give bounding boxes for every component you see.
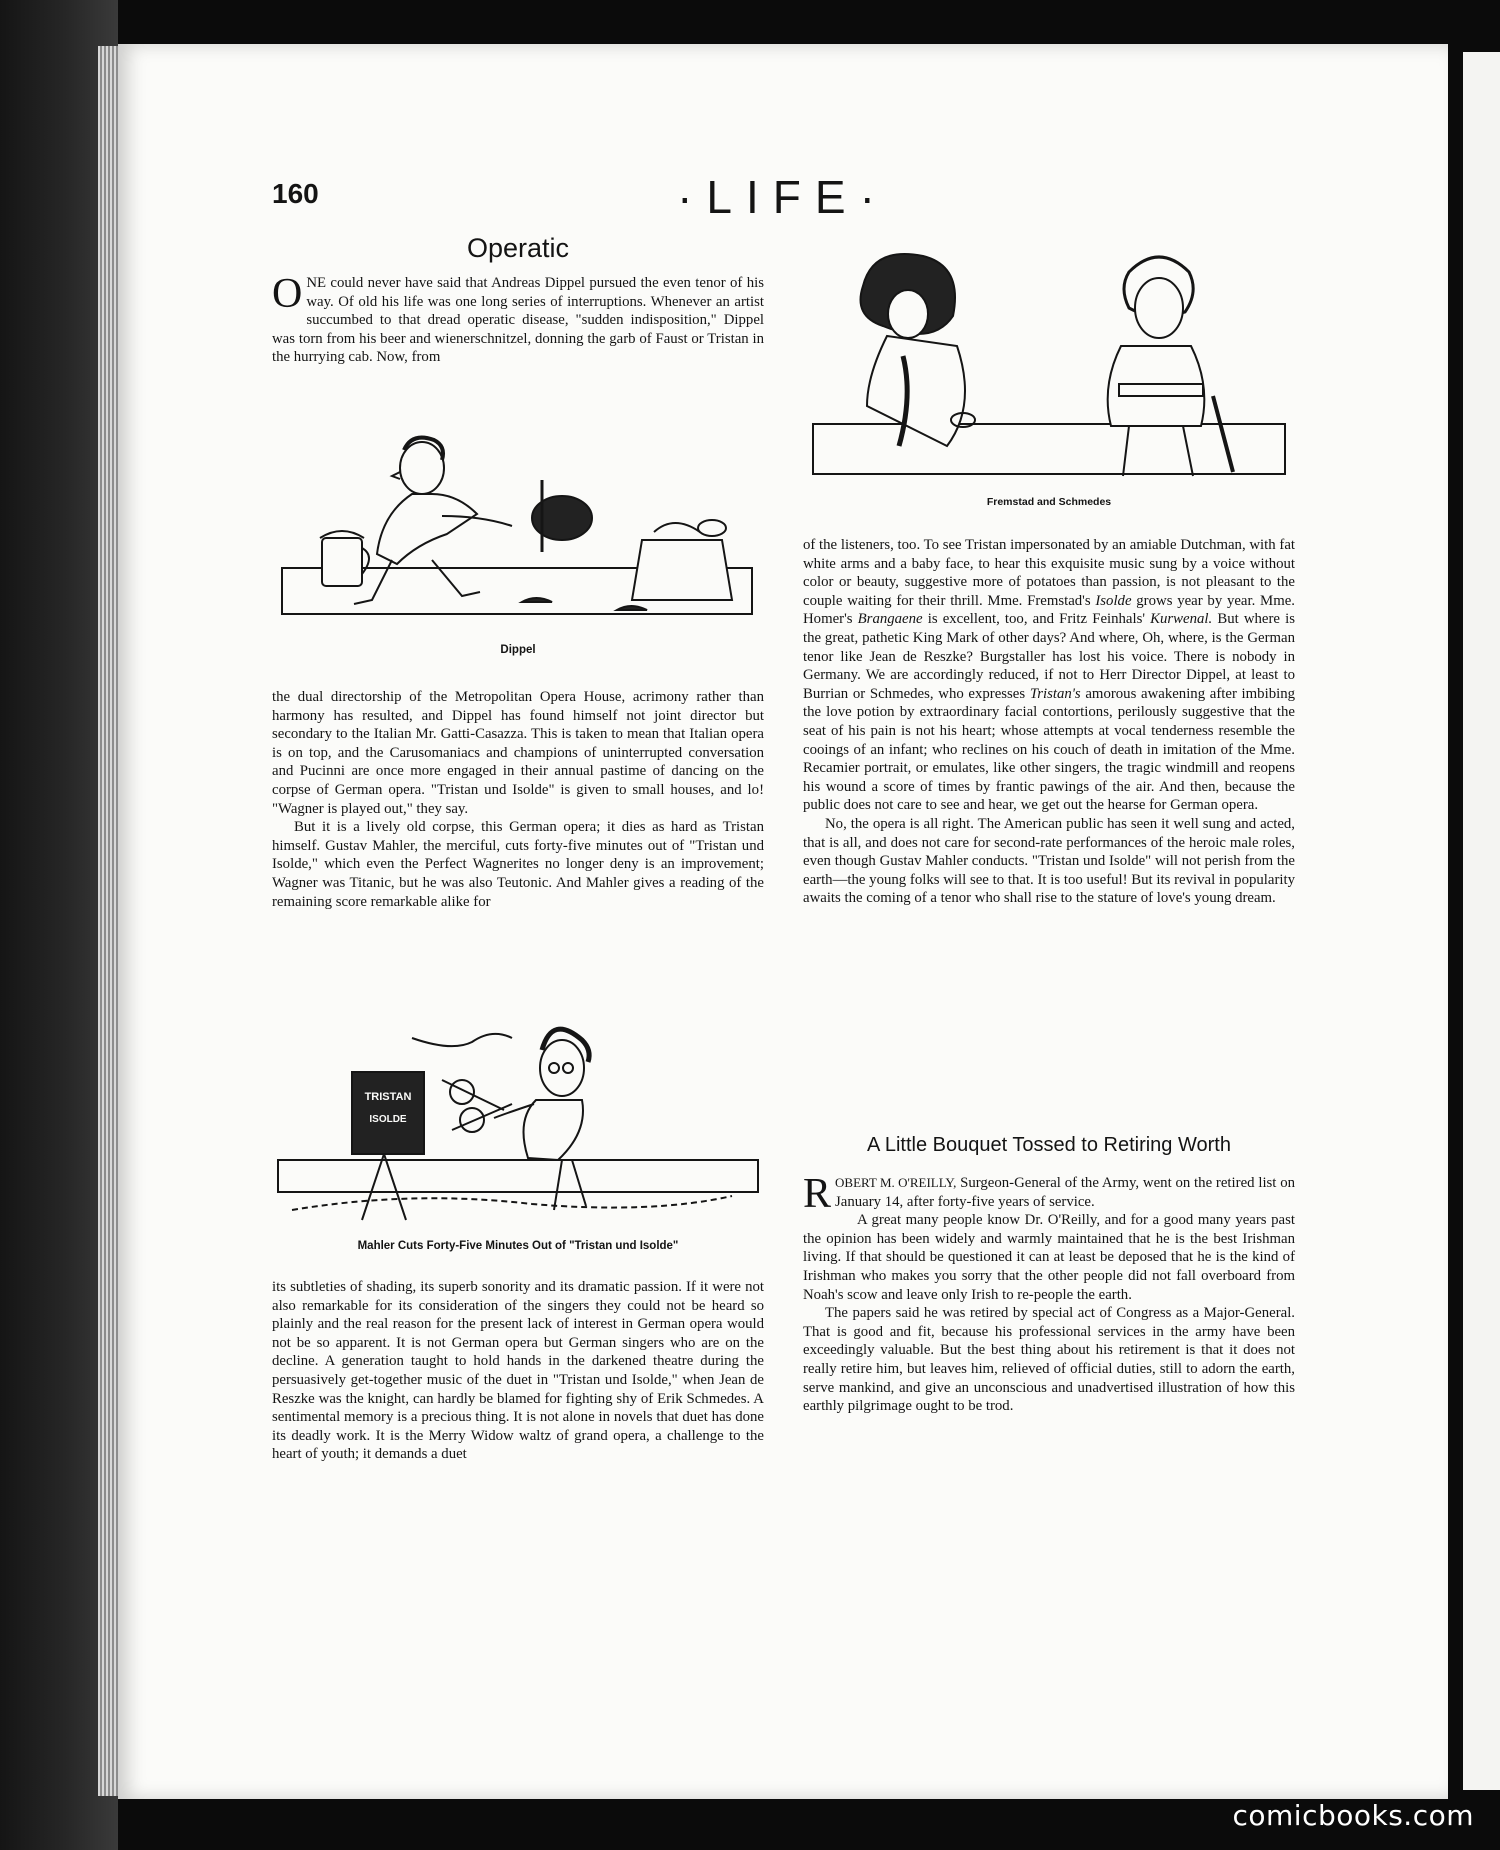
- mahler-cartoon: [272, 1000, 764, 1228]
- article2-paragraph-1: [803, 1171, 1296, 1217]
- lead-smallcaps: NE: [306, 275, 327, 291]
- drop-cap-r: R: [803, 1171, 832, 1217]
- paragraph-text: Surgeon-General of the Army, went on the retired list on January 14, after forty-five years of service.: [835, 1175, 1296, 1210]
- italic-tristans: Tristan's: [1029, 685, 1081, 702]
- italic-isolde: Isolde: [1095, 592, 1132, 609]
- left-column-block-3: [272, 1278, 764, 1464]
- article-title-bouquet: A Little Bouquet Tossed to Retiring Worth: [867, 1134, 1231, 1156]
- article1-paragraph-2: But it is a lively old corpse, this German opera; it dies as hard as Tristan himself. Gustav Mahler, the merciful, cuts forty-five minutes out of "Tristan und Isolde," which even the Perfect Wagnerites no longer deny is an improvement; Wagner was Titanic, but he was also Teutonic. And Mahler gives a reading of the remaining score remarkable alike for: [272, 819, 764, 910]
- page-header: [272, 170, 1294, 230]
- caption-mahler: Mahler Cuts Forty-Five Minutes Out of "Tristan und Isolde": [357, 1240, 679, 1252]
- drop-cap-o: O: [272, 271, 303, 317]
- article1-paragraph-1-continued: the dual directorship of the Metropolitan Opera House, acrimony rather than harmony has resulted, and Dippel has found himself not joint director but secondary to the Italian Mr. Gatti-Casazza. This is taken to mean that Italian opera is on top, and the Carusomaniacs and champions of uninterrupted conversation and Pucinni are once more engaged in their annual pastime of dancing on the corpse of German opera. "Tristan und Isolde" is given to small houses, and lo! "Wagner is played out," they say.: [272, 689, 764, 817]
- paragraph-text: amorous awakening after imbibing the love potion by extraordinary facial contortions, perilously suggestive that the seat of his pain is not his heart; whose attempts at vocal tenderness resemble the cooings of an infant; who reclines on his couch of death in imitation of the Mme. Recamier portrait, or emulates, like other singers, the tragic windmill and reopens his wound a score of times by frantic pawings of the air. And then, because the public does not care to see and hear, we get out the hearse for German opera.: [803, 685, 1295, 814]
- article-title-operatic: Operatic: [466, 233, 570, 263]
- masthead: ·LIFE·: [677, 171, 889, 223]
- watermark: comicbooks.com: [1232, 1799, 1474, 1832]
- stand-book-tristan: TRISTAN: [364, 1091, 412, 1103]
- paragraph-text: But where is the great, pathetic King Mark of other days? And where, Oh, where, is the German tenor like Jean de Reszke? Burgstaller has lost his voice. There is nobody in Germany. We are accordingly reduced, if not to Herr Director Dippel, at least to Burrian or Schmedes, who expresses: [803, 611, 1295, 702]
- article1-paragraph-3: [803, 536, 1295, 815]
- paragraph-text: of the listeners, too. To see Tristan impersonated by an amiable Dutchman, with fat white arms and a baby face, to hear this exquisite music sung by a voice without color or beauty, suggestive more of potatoes than passion, is not pleasant to the couple waiting for their thrill. Mme. Fremstad's: [803, 537, 1295, 609]
- right-column-block-2: [803, 1171, 1296, 1416]
- article2-paragraph-3: The papers said he was retired by special act of Congress as a Major-General. That is good and fit, because his professional services in the army have been exceedingly valuable. But the best thing about his retirement is that it does not really retire him, but leaves him, relieved of official duties, still to adorn the earth, serve mankind, and give an unconscious and unadvertised illustration of how this earthly pilgrimage ought to be trod.: [803, 1305, 1295, 1415]
- dippel-cartoon: [272, 420, 764, 620]
- paragraph-text: grows year by year. Mme. Homer's: [803, 592, 1295, 628]
- right-column-block-1: [803, 536, 1295, 908]
- page-number: 160: [272, 178, 319, 209]
- italic-brangaene: Brangaene: [857, 611, 923, 628]
- adjacent-page-edge: [1463, 52, 1500, 1790]
- caption-fremstad-schmedes: Fremstad and Schmedes: [986, 496, 1112, 508]
- paragraph-text: could never have said that Andreas Dippel pursued the even tenor of his way. Of old his life was one long series of interruptions. Whenever an artist succumbed to that dread operatic disease, "sudden indisposition," Dippel was torn from his beer and wienerschnitzel, donning the garb of Faust or Tristan in the hurrying cab. Now, from: [272, 275, 764, 366]
- stand-book-isolde: ISOLDE: [369, 1114, 407, 1125]
- left-column-block-1: [272, 271, 764, 367]
- paragraph-text: is excellent, too, and Fritz Feinhals': [922, 611, 1151, 628]
- fremstad-schmedes-cartoon: [803, 236, 1295, 486]
- article1-paragraph-1: [272, 271, 764, 367]
- article1-paragraph-2-continued: its subtleties of shading, its superb sonority and its dramatic passion. If it were not also remarkable for its consideration of the singers they could not be heard so plainly and the real reason for the present lack of interest in German opera would not be so apparent. It is not German opera but German singers who are on the decline. A generation taught to hold hands in the darkened theatre during the persuasively get-together music of the duet in "Tristan und Isolde," when Jean de Reszke was the knight, can hardly be blamed for fighting shy of Erik Schmedes. A sentimental memory is a precious thing. It is not alone in novels that duet has done its deadly work. It is the Merry Widow waltz of grand opera, a challenge to the heart of youth; it demands a duet: [272, 1279, 764, 1463]
- article1-paragraph-4: No, the opera is all right. The American public has seen it well sung and acted, that is all, and does not care for second-rate performances of the heroic male roles, even though Gustav Mahler conducts. "Tristan und Isolde" will not perish from the earth—the young folks will see to that. It is too useful! But its revival in popularity awaits the coming of a tenor who shall rise to the stature of love's young dream.: [803, 815, 1295, 907]
- italic-kurwenal: Kurwenal.: [1150, 611, 1213, 628]
- left-column-block-2: [272, 688, 764, 911]
- caption-dippel: Dippel: [500, 644, 536, 656]
- article2-paragraph-2: A great many people know Dr. O'Reilly, and for a good many years past the opinion has been widely and warmly maintained that he is the best Irishman living. If that should be questioned it can at least be deposed that he is the kind of Irishman who makes you sorry that the other people did not fall overboard from Noah's scow and leave only Irish to re-people the earth.: [803, 1212, 1295, 1303]
- lead-smallcaps: OBERT M. O'REILLY,: [835, 1175, 957, 1190]
